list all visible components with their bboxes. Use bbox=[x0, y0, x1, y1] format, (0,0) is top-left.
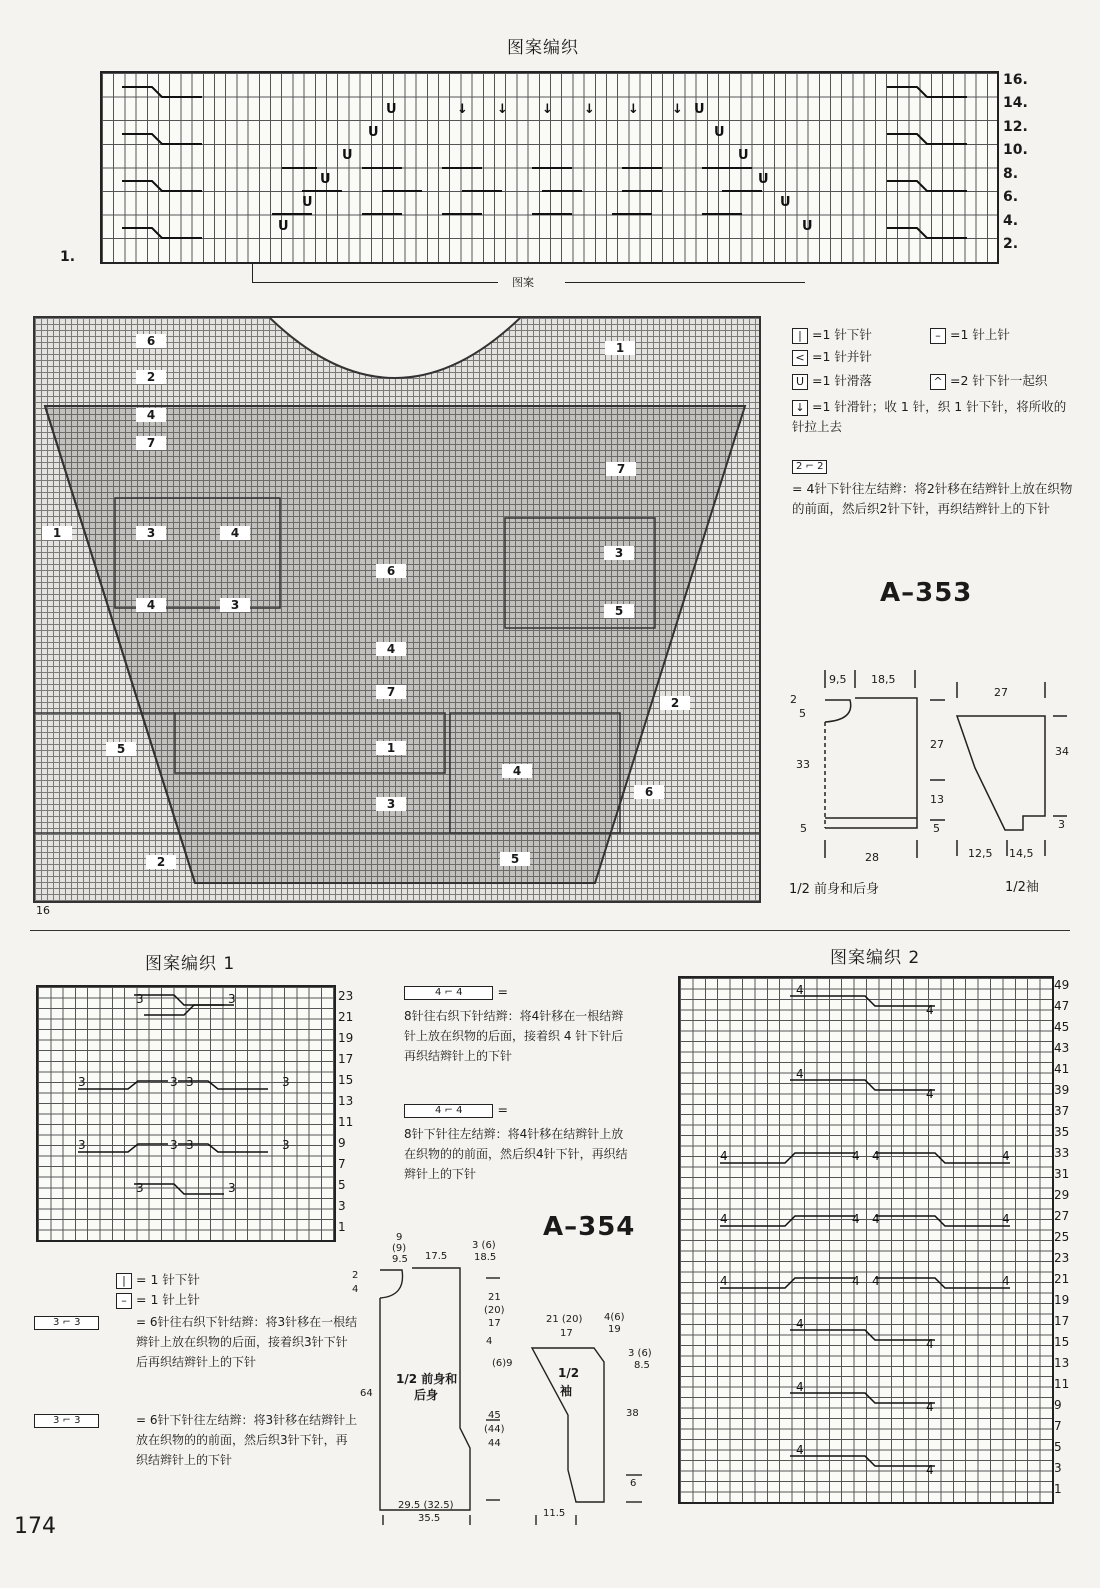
svg-text:↓: ↓ bbox=[672, 102, 683, 117]
region-label: 3 bbox=[220, 598, 250, 612]
dim: (9) bbox=[392, 1243, 407, 1254]
region-label: 3 bbox=[604, 546, 634, 560]
svg-text:↓: ↓ bbox=[542, 102, 553, 117]
region-label: 2 bbox=[660, 696, 690, 710]
svg-text:4: 4 bbox=[926, 1463, 934, 1477]
c2-row: 11 bbox=[1054, 1377, 1070, 1391]
dim: 6 bbox=[630, 1478, 637, 1489]
svg-text:4: 4 bbox=[852, 1149, 860, 1163]
top-row-10: 10. bbox=[1003, 142, 1028, 158]
chart1-grid bbox=[36, 985, 336, 1242]
c2-row: 31 bbox=[1054, 1167, 1070, 1181]
cable-left-icon: 4 ⌐ 4 bbox=[404, 1104, 493, 1118]
pattern-code-a353: A–353 bbox=[880, 578, 973, 608]
svg-text:↓: ↓ bbox=[497, 102, 508, 117]
legend-cable-left-6 bbox=[34, 1410, 103, 1430]
c1-row: 1 bbox=[338, 1220, 346, 1234]
svg-text:U: U bbox=[694, 102, 705, 117]
dim: 2 bbox=[790, 693, 797, 706]
pattern-bracket-line-left bbox=[252, 282, 498, 283]
svg-text:4: 4 bbox=[720, 1212, 728, 1226]
c2-row: 29 bbox=[1054, 1188, 1070, 1202]
dim: 9 bbox=[396, 1232, 403, 1243]
top-chart-symbols bbox=[102, 73, 997, 262]
legend-cable: = 4针下针往左结辫：将2针移在结辫针上放在织物的前面，然后织2针下针，再织结辫针上的下针 bbox=[792, 481, 1073, 516]
legend-cable-right-8-text: 8针往右织下针结辫：将4针移在一根结辫针上放在织物的后面，接着织 4 针下针后再织结辫针上的下针 bbox=[404, 1009, 624, 1063]
c2-row: 9 bbox=[1054, 1398, 1062, 1412]
schematic-label-body-2: 后身 bbox=[414, 1388, 439, 1402]
pattern-label: 图案 bbox=[512, 276, 534, 289]
schematic-caption-body: 1/2 前身和后身 bbox=[789, 882, 880, 897]
dim: 35.5 bbox=[418, 1513, 441, 1524]
top-row-12: 12. bbox=[1003, 119, 1028, 135]
svg-text:4: 4 bbox=[852, 1212, 860, 1226]
legend-cable-right-8: 4 ⌐ 4 = bbox=[404, 982, 508, 1002]
c2-row: 35 bbox=[1054, 1125, 1070, 1139]
dim: 5 bbox=[933, 822, 940, 835]
dim: 27 bbox=[994, 686, 1008, 699]
svg-text:4: 4 bbox=[872, 1149, 880, 1163]
svg-text:4: 4 bbox=[796, 1317, 804, 1331]
page-number: 174 bbox=[14, 1514, 56, 1539]
schematic-caption-sleeve: 1/2袖 bbox=[1005, 880, 1039, 895]
c2-row: 25 bbox=[1054, 1230, 1070, 1244]
legend-cable-left-8: 4 ⌐ 4 = bbox=[404, 1100, 508, 1120]
svg-text:3: 3 bbox=[228, 1181, 236, 1195]
region-label: 1 bbox=[42, 526, 72, 540]
legend-knit: | =1 针下针 bbox=[792, 325, 952, 345]
legend-purl: – =1 针上针 bbox=[930, 325, 1070, 345]
c1-row: 17 bbox=[338, 1052, 354, 1066]
region-label: 6 bbox=[136, 334, 166, 348]
dim: 3 bbox=[1058, 818, 1065, 831]
c1-row: 11 bbox=[338, 1115, 354, 1129]
top-row-1: 1. bbox=[60, 249, 76, 265]
dim: (44) bbox=[484, 1424, 505, 1435]
dim: 4 bbox=[352, 1284, 359, 1295]
c2-row: 27 bbox=[1054, 1209, 1070, 1223]
k2tog-icon: < bbox=[792, 350, 808, 366]
c2-row: 5 bbox=[1054, 1440, 1062, 1454]
c2-row: 37 bbox=[1054, 1104, 1070, 1118]
pattern-code-a354: A–354 bbox=[543, 1212, 636, 1242]
top-row-8: 8. bbox=[1003, 166, 1019, 182]
c1-row: 23 bbox=[338, 989, 354, 1003]
c2-row: 21 bbox=[1054, 1272, 1070, 1286]
cable-right-icon: 3 ⌐ 3 bbox=[34, 1316, 99, 1330]
chart2-cables bbox=[680, 978, 1052, 1502]
dim: 44 bbox=[488, 1438, 501, 1449]
region-label: 2 bbox=[136, 370, 166, 384]
dim: 29.5 (32.5) bbox=[398, 1500, 454, 1511]
c2-row: 19 bbox=[1054, 1293, 1070, 1307]
region-label: 4 bbox=[502, 764, 532, 778]
svg-text:4: 4 bbox=[1002, 1149, 1010, 1163]
svg-text:4: 4 bbox=[872, 1274, 880, 1288]
schematic-a353 bbox=[785, 660, 1085, 890]
dim: 38 bbox=[626, 1408, 639, 1419]
section-divider bbox=[30, 930, 1070, 931]
svg-text:4: 4 bbox=[926, 1087, 934, 1101]
c2-row: 23 bbox=[1054, 1251, 1070, 1265]
svg-text:U: U bbox=[368, 125, 379, 140]
schematic-label-sleeve-2: 袖 bbox=[560, 1384, 573, 1398]
svg-text:3: 3 bbox=[282, 1138, 290, 1152]
legend-cable-box bbox=[792, 456, 831, 476]
purl-icon: – bbox=[116, 1293, 132, 1309]
dim: 28 bbox=[865, 851, 879, 864]
svg-text:U: U bbox=[714, 125, 725, 140]
svg-text:3: 3 bbox=[228, 992, 236, 1006]
legend-k2tog-2: ^ =2 针下针一起织 bbox=[930, 371, 1080, 391]
region-label: 7 bbox=[136, 436, 166, 450]
legend-cable-left-6-text: = 6针下针往左结辫：将3针移在结辫针上放在织物的的前面，然后织3针下针，再织结辫针上的下针 bbox=[136, 1413, 358, 1467]
top-row-2: 2. bbox=[1003, 236, 1019, 252]
c2-row: 15 bbox=[1054, 1335, 1070, 1349]
svg-text:4: 4 bbox=[720, 1149, 728, 1163]
svg-text:4: 4 bbox=[926, 1400, 934, 1414]
c1-row: 3 bbox=[338, 1199, 346, 1213]
dim: 5 bbox=[800, 822, 807, 835]
svg-text:4: 4 bbox=[926, 1337, 934, 1351]
schematic-label-body: 1/2 前身和 bbox=[396, 1372, 458, 1386]
dim: 4(6) bbox=[604, 1312, 625, 1323]
chart2-grid bbox=[678, 976, 1054, 1504]
svg-text:U: U bbox=[386, 102, 397, 117]
region-label: 6 bbox=[376, 564, 406, 578]
svg-text:4: 4 bbox=[1002, 1274, 1010, 1288]
svg-text:3: 3 bbox=[136, 1181, 144, 1195]
big-chart-corner: 16 bbox=[36, 904, 50, 917]
region-label: 3 bbox=[376, 797, 406, 811]
dim: 12,5 bbox=[968, 847, 993, 860]
purl-icon: – bbox=[930, 328, 946, 344]
dim: 19 bbox=[608, 1324, 621, 1335]
region-label: 4 bbox=[220, 526, 250, 540]
dim: 5 bbox=[799, 707, 806, 720]
c2-row: 17 bbox=[1054, 1314, 1070, 1328]
svg-text:↓: ↓ bbox=[628, 102, 639, 117]
chart1-cables bbox=[38, 987, 334, 1240]
c1-row: 21 bbox=[338, 1010, 354, 1024]
region-label: 1 bbox=[605, 341, 635, 355]
c2-row: 3 bbox=[1054, 1461, 1062, 1475]
svg-text:4: 4 bbox=[852, 1274, 860, 1288]
legend-knit-354: | = 1 针下针 bbox=[116, 1270, 200, 1290]
region-label: 7 bbox=[376, 685, 406, 699]
c2-row: 7 bbox=[1054, 1419, 1062, 1433]
dim: 34 bbox=[1055, 745, 1069, 758]
pattern-bracket-line-right bbox=[565, 282, 805, 283]
c2-row: 47 bbox=[1054, 999, 1070, 1013]
dim: 64 bbox=[360, 1388, 373, 1399]
dim: 17 bbox=[488, 1318, 501, 1329]
region-label: 4 bbox=[136, 408, 166, 422]
top-chart-grid bbox=[100, 71, 999, 264]
top-chart-title: 图案编织 bbox=[507, 38, 579, 58]
c1-row: 13 bbox=[338, 1094, 354, 1108]
dim: 21 bbox=[488, 1292, 501, 1303]
svg-text:3: 3 bbox=[136, 992, 144, 1006]
pattern-bracket-left bbox=[252, 262, 253, 282]
legend-purl-354: – = 1 针上针 bbox=[116, 1290, 200, 1310]
svg-text:3: 3 bbox=[186, 1075, 194, 1089]
dim: 9,5 bbox=[829, 673, 847, 686]
region-label: 3 bbox=[136, 526, 166, 540]
top-row-6: 6. bbox=[1003, 189, 1019, 205]
knit-icon: | bbox=[116, 1273, 132, 1289]
dim: 18.5 bbox=[474, 1252, 497, 1263]
chart2-title: 图案编织 2 bbox=[830, 948, 921, 968]
dim: 27 bbox=[930, 738, 944, 751]
dim: 21 (20) bbox=[546, 1314, 583, 1325]
cable-icon: 2 ⌐ 2 bbox=[792, 460, 827, 474]
dim: 14,5 bbox=[1009, 847, 1034, 860]
region-label: 5 bbox=[604, 604, 634, 618]
c2-row: 13 bbox=[1054, 1356, 1070, 1370]
region-label: 4 bbox=[136, 598, 166, 612]
svg-text:4: 4 bbox=[796, 1380, 804, 1394]
svg-text:3: 3 bbox=[186, 1138, 194, 1152]
svg-text:4: 4 bbox=[796, 983, 804, 997]
dim: 3 (6) bbox=[472, 1240, 496, 1251]
c2-row: 39 bbox=[1054, 1083, 1070, 1097]
legend-k2tog: < =1 针并针 bbox=[792, 347, 952, 367]
legend-cable-left-8-text: 8针下针往左结辫：将4针移在结辫针上放在织物的的前面，然后织4针下针，再织结辫针上的下针 bbox=[404, 1127, 628, 1181]
svg-text:↓: ↓ bbox=[584, 102, 595, 117]
svg-text:U: U bbox=[758, 172, 769, 187]
svg-text:↓: ↓ bbox=[457, 102, 468, 117]
svg-text:4: 4 bbox=[720, 1274, 728, 1288]
dim: 2 bbox=[352, 1270, 359, 1281]
svg-text:4: 4 bbox=[796, 1443, 804, 1457]
dim: (20) bbox=[484, 1305, 505, 1316]
dim: 8.5 bbox=[634, 1360, 650, 1371]
svg-text:U: U bbox=[738, 148, 749, 163]
dim: 17.5 bbox=[425, 1251, 448, 1262]
k2tog-2-icon: ^ bbox=[930, 374, 946, 390]
svg-text:3: 3 bbox=[78, 1138, 86, 1152]
dim: 17 bbox=[560, 1328, 573, 1339]
c2-row: 45 bbox=[1054, 1020, 1070, 1034]
chart1-title: 图案编织 1 bbox=[145, 954, 236, 974]
dim: 9.5 bbox=[392, 1254, 408, 1265]
legend-drop: U =1 针滑落 bbox=[792, 371, 932, 391]
svg-text:U: U bbox=[780, 195, 791, 210]
legend-slip: ↓ =1 针滑针；收 1 针，织 1 针下针，将所收的针拉上去 bbox=[792, 399, 1067, 434]
region-label: 5 bbox=[500, 852, 530, 866]
cable-right-icon: 4 ⌐ 4 bbox=[404, 986, 493, 1000]
c1-row: 9 bbox=[338, 1136, 346, 1150]
cable-left-icon: 3 ⌐ 3 bbox=[34, 1414, 99, 1428]
dim: 45 bbox=[488, 1410, 501, 1421]
svg-text:U: U bbox=[802, 219, 813, 234]
svg-text:U: U bbox=[302, 195, 313, 210]
knit-icon: | bbox=[792, 328, 808, 344]
c1-row: 19 bbox=[338, 1031, 354, 1045]
drop-stitch-icon: U bbox=[792, 374, 808, 390]
svg-text:4: 4 bbox=[872, 1212, 880, 1226]
region-label: 7 bbox=[606, 462, 636, 476]
region-label: 6 bbox=[634, 785, 664, 799]
svg-text:4: 4 bbox=[926, 1003, 934, 1017]
c1-row: 15 bbox=[338, 1073, 354, 1087]
dim: 4 bbox=[486, 1336, 493, 1347]
svg-text:U: U bbox=[320, 172, 331, 187]
slip-icon: ↓ bbox=[792, 400, 808, 416]
svg-text:4: 4 bbox=[1002, 1212, 1010, 1226]
svg-text:3: 3 bbox=[170, 1075, 178, 1089]
legend-cable-right-6-text: = 6针往右织下针结辫：将3针移在一根结辫针上放在织物的后面，接着织3针下针后再织结辫针上的下针 bbox=[136, 1315, 358, 1369]
c2-row: 43 bbox=[1054, 1041, 1070, 1055]
top-row-14: 14. bbox=[1003, 95, 1028, 111]
region-label: 5 bbox=[106, 742, 136, 756]
svg-text:3: 3 bbox=[282, 1075, 290, 1089]
region-label: 4 bbox=[376, 642, 406, 656]
svg-text:3: 3 bbox=[170, 1138, 178, 1152]
dim: 33 bbox=[796, 758, 810, 771]
region-label: 1 bbox=[376, 741, 406, 755]
svg-text:U: U bbox=[278, 219, 289, 234]
svg-text:U: U bbox=[342, 148, 353, 163]
c2-row: 49 bbox=[1054, 978, 1070, 992]
dim: (6)9 bbox=[492, 1358, 513, 1369]
schematic-label-sleeve: 1/2 bbox=[558, 1366, 580, 1380]
c1-row: 5 bbox=[338, 1178, 346, 1192]
svg-text:4: 4 bbox=[796, 1067, 804, 1081]
legend-cable-right-6 bbox=[34, 1312, 103, 1332]
c2-row: 1 bbox=[1054, 1482, 1062, 1496]
region-label: 2 bbox=[146, 855, 176, 869]
dim: 11.5 bbox=[543, 1508, 566, 1519]
c2-row: 41 bbox=[1054, 1062, 1070, 1076]
top-row-4: 4. bbox=[1003, 213, 1019, 229]
svg-text:3: 3 bbox=[78, 1075, 86, 1089]
dim: 3 (6) bbox=[628, 1348, 652, 1359]
top-row-16: 16. bbox=[1003, 72, 1028, 88]
dim: 13 bbox=[930, 793, 944, 806]
c2-row: 33 bbox=[1054, 1146, 1070, 1160]
dim: 18,5 bbox=[871, 673, 896, 686]
c1-row: 7 bbox=[338, 1157, 346, 1171]
